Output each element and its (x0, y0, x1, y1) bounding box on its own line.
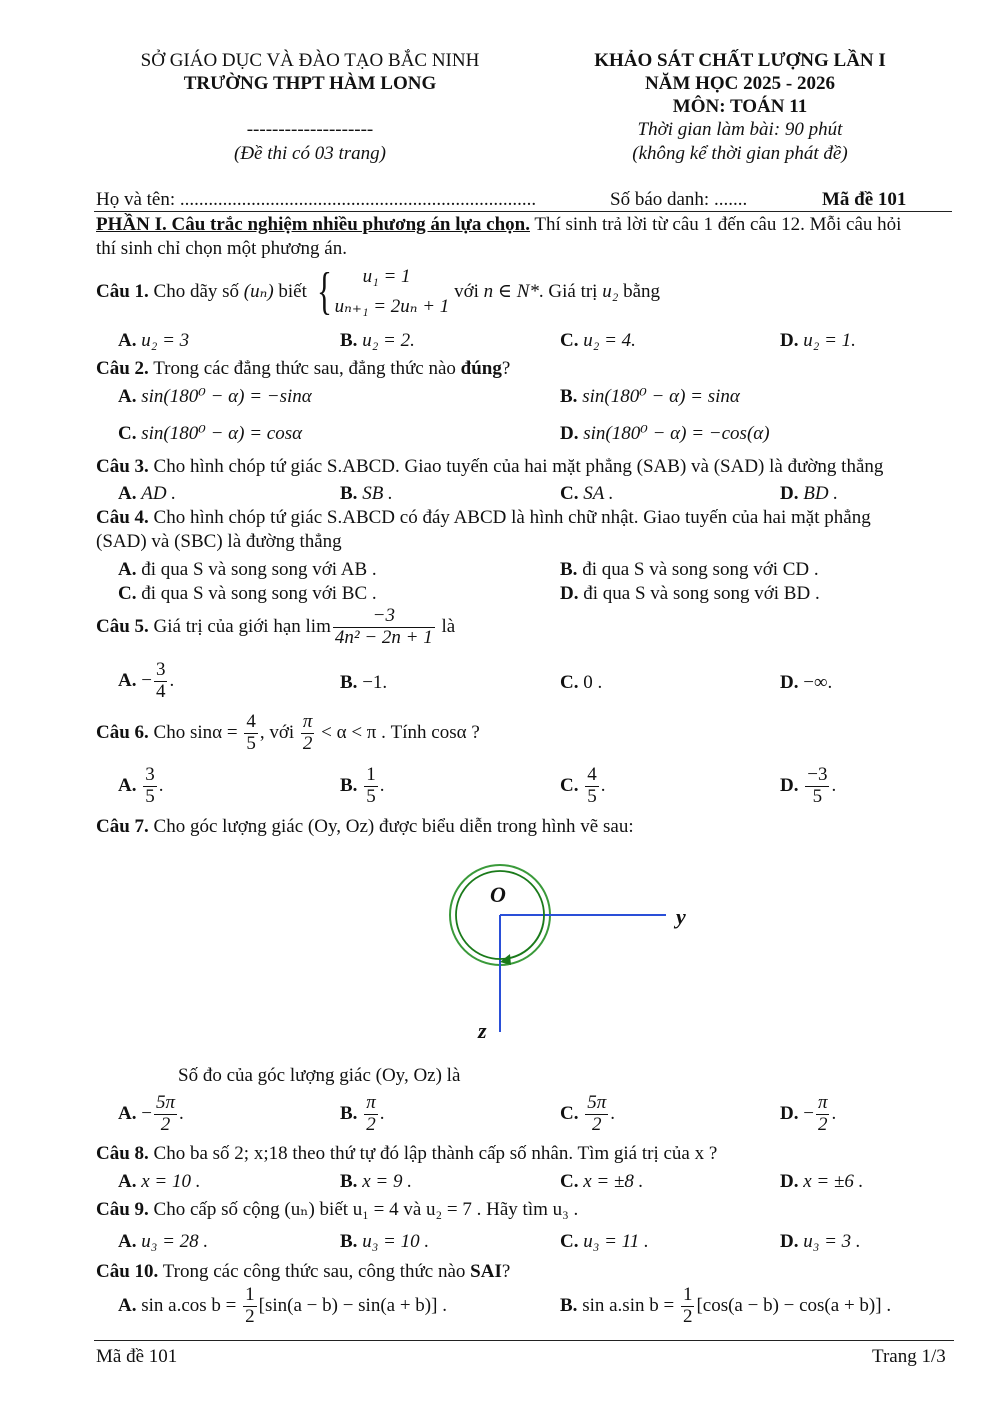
q7-ask: Số đo của góc lượng giác (Oy, Oz) là (178, 1065, 461, 1086)
q3-label: Câu 3. (96, 456, 149, 477)
question-5 (96, 606, 455, 649)
question-8 (96, 1143, 717, 1166)
q1-option-a[interactable]: A. u₂ = 3 (118, 330, 190, 351)
q3-option-c[interactable]: C. SA . (560, 483, 614, 504)
q8-option-b[interactable]: B. x = 9 . (340, 1171, 412, 1192)
q7-label: Câu 7. (96, 816, 149, 837)
q2-option-d[interactable]: D. sin(180⁰ − α) = −cos(α) (560, 423, 770, 444)
department-name: SỞ GIÁO DỤC VÀ ĐÀO TẠO BẮC NINH (140, 50, 480, 71)
q10-option-a[interactable]: A. sin a.cos b = $\frac{1}{2}$ [sin(a − b) − sin(a + b)] . (118, 1284, 447, 1327)
q4-text-2: (SAD) và (SBC) là đường thẳng (96, 531, 342, 552)
school-name: TRƯỜNG THPT HÀM LONG (183, 73, 437, 94)
label-y: y (676, 904, 686, 929)
page-count-note: (Đề thi có 03 trang) (234, 143, 386, 164)
q1-system (335, 262, 450, 323)
q6-pi-fraction: $\frac{\pi}{2}$ (302, 711, 313, 754)
q8-label: Câu 8. (96, 1143, 149, 1164)
q1-text-d: . Giá trị (538, 280, 603, 302)
q5-text: Giá trị của giới hạn (148, 615, 306, 637)
footer-code: Mã đề 101 (96, 1346, 178, 1367)
q1-label: Câu 1. (96, 280, 149, 302)
q6-option-a[interactable]: A. $\frac{3}{5}$ . (118, 764, 164, 807)
q9-option-b[interactable]: B. u₃ = 10 . (340, 1231, 430, 1252)
header-divider (94, 211, 952, 212)
header-dashes: -------------------- (246, 119, 374, 140)
q6-text-a: Cho sinα = (148, 721, 243, 743)
question-2 (96, 358, 510, 381)
q10-end: ? (501, 1261, 511, 1282)
q6-text-b: , với (259, 721, 299, 743)
q4-option-b[interactable]: B. đi qua S và song song với CD . (560, 559, 819, 580)
q1-text-b: biết (273, 280, 312, 302)
q6-sin-fraction: $\frac{4}{5}$ (246, 711, 256, 754)
q10-label: Câu 10. (96, 1261, 159, 1282)
q3-option-a[interactable]: A. AD . (118, 483, 177, 504)
q1-option-c[interactable]: C. u₂ = 4. (560, 330, 636, 351)
q3-option-d[interactable]: D. BD . (780, 483, 839, 504)
q1-sys-1: u₁ = 1 (362, 266, 411, 287)
angle-figure (430, 850, 720, 1050)
q2-end: ? (501, 358, 511, 379)
time-limit: Thời gian làm bài: 90 phút (637, 119, 843, 140)
q9-text: Cho cấp số cộng (uₙ) biết u₁ = 4 và u₂ = 7 . Hãy tìm u₃ . (148, 1199, 579, 1220)
label-z: z (478, 1018, 487, 1043)
school-year: NĂM HỌC 2025 - 2026 (645, 73, 835, 94)
q4-option-c[interactable]: C. đi qua S và song song với BC . (118, 583, 377, 604)
q5-option-d[interactable]: D. −∞. (780, 672, 833, 693)
q5-label: Câu 5. (96, 615, 149, 637)
question-1 (96, 262, 660, 323)
question-6 (96, 712, 480, 755)
q3-text: Cho hình chóp tứ giác S.ABCD. Giao tuyến của hai mặt phẳng (SAB) và (SAD) là đường thẳng (148, 456, 884, 477)
q4-option-d[interactable]: D. đi qua S và song song với BD . (560, 583, 820, 604)
q2-option-c[interactable]: C. sin(180⁰ − α) = cosα (118, 423, 303, 444)
part1-title: PHẦN I. Câu trắc nghiệm nhiều phương án lựa chọn. (96, 214, 530, 235)
footer-divider (94, 1340, 954, 1341)
q10-text: Trong các công thức sau, công thức nào (158, 1261, 471, 1282)
q1-brace: { (316, 263, 332, 321)
q7-option-d[interactable]: D. − $\frac{\pi}{2}$ . (780, 1092, 837, 1135)
question-9 (96, 1199, 578, 1222)
subject: MÔN: TOÁN 11 (672, 96, 808, 117)
exam-code: Mã đề 101 (822, 189, 907, 210)
q8-option-a[interactable]: A. x = 10 . (118, 1171, 201, 1192)
part1-desc-2: thí sinh chỉ chọn một phương án. (96, 238, 347, 259)
q2-text: Trong các đẳng thức sau, đẳng thức nào (148, 358, 461, 379)
q10-option-b[interactable]: B. sin a.sin b = $\frac{1}{2}$ [cos(a − b) − cos(a + b)] . (560, 1284, 892, 1327)
q6-label: Câu 6. (96, 721, 149, 743)
q1-text-e: bằng (618, 280, 661, 302)
q4-label: Câu 4. (96, 507, 149, 528)
q8-option-d[interactable]: D. x = ±6 . (780, 1171, 864, 1192)
part1-desc: Thí sinh trả lời từ câu 1 đến câu 12. Mỗi câu hỏi (529, 214, 902, 235)
question-4 (96, 507, 871, 530)
q5-numerator: −3 (333, 606, 435, 628)
q7-option-a[interactable]: A. − $\frac{5\pi}{2}$ . (118, 1092, 184, 1135)
q8-text: Cho ba số 2; x;18 theo thứ tự đó lập thành cấp số nhân. Tìm giá trị của x ? (148, 1143, 718, 1164)
q2-option-a[interactable]: A. sin(180⁰ − α) = −sinα (118, 386, 312, 407)
q7-text: Cho góc lượng giác (Oy, Oz) được biểu diễn trong hình vẽ sau: (148, 816, 634, 837)
q1-text-c: với (449, 280, 484, 302)
exam-title: KHẢO SÁT CHẤT LƯỢNG LẦN I (594, 50, 886, 71)
q9-option-d[interactable]: D. u₃ = 3 . (780, 1231, 861, 1252)
q5-fraction (333, 606, 435, 649)
footer-page-number: Trang 1/3 (872, 1346, 946, 1367)
q9-option-c[interactable]: C. u₃ = 11 . (560, 1231, 649, 1252)
question-3 (96, 456, 883, 479)
q6-option-d[interactable]: D. $\frac{-3}{5}$ . (780, 764, 837, 807)
q8-option-c[interactable]: C. x = ±8 . (560, 1171, 644, 1192)
question-10 (96, 1261, 510, 1284)
q7-option-c[interactable]: C. $\frac{5\pi}{2}$ . (560, 1092, 616, 1135)
student-id-field: Số báo danh: ....... (610, 189, 748, 210)
q4-option-a[interactable]: A. đi qua S và song song với AB . (118, 559, 377, 580)
q2-option-b[interactable]: B. sin(180⁰ − α) = sinα (560, 386, 740, 407)
q5-option-b[interactable]: B. −1. (340, 672, 388, 693)
q5-option-c[interactable]: C. 0 . (560, 672, 603, 693)
q1-option-d[interactable]: D. u₂ = 1. (780, 330, 856, 351)
q6-option-c[interactable]: C. $\frac{4}{5}$ . (560, 764, 606, 807)
q6-text-c: < α < π . Tính cosα ? (316, 721, 480, 743)
q5-denominator: 4n² − 2n + 1 (334, 626, 433, 648)
q1-target: u₂ (602, 280, 619, 302)
q5-end: là (436, 615, 456, 637)
q4-text: Cho hình chóp tứ giác S.ABCD có đáy ABCD là hình chữ nhật. Giao tuyến của hai mặt phẳng (148, 507, 871, 528)
q2-label: Câu 2. (96, 358, 149, 379)
q6-option-b[interactable]: B. $\frac{1}{5}$ . (340, 764, 385, 807)
q3-option-b[interactable]: B. SB . (340, 483, 393, 504)
q9-label: Câu 9. (96, 1199, 149, 1220)
q7-option-b[interactable]: B. $\frac{\pi}{2}$ . (340, 1092, 385, 1135)
student-name-field: Họ và tên: ........................................................................... (96, 189, 537, 210)
q1-text-a: Cho dãy số (148, 280, 244, 302)
time-note: (không kể thời gian phát đề) (632, 143, 848, 164)
part1-heading (96, 214, 901, 237)
label-o: O (490, 882, 506, 907)
q5-lim: lim (305, 615, 331, 637)
q9-option-a[interactable]: A. u₃ = 28 . (118, 1231, 209, 1252)
q2-keyword: đúng (460, 358, 502, 379)
q1-seq: (uₙ) (243, 280, 274, 302)
q5-option-a[interactable]: A. − $\frac{3}{4}$ . (118, 659, 175, 702)
q1-cond: n ∈ N* (483, 280, 539, 302)
question-7 (96, 816, 634, 839)
q1-sys-2: uₙ₊₁ = 2uₙ + 1 (334, 296, 450, 318)
q1-option-b[interactable]: B. u₂ = 2. (340, 330, 415, 351)
q10-keyword: SAI (470, 1261, 502, 1282)
